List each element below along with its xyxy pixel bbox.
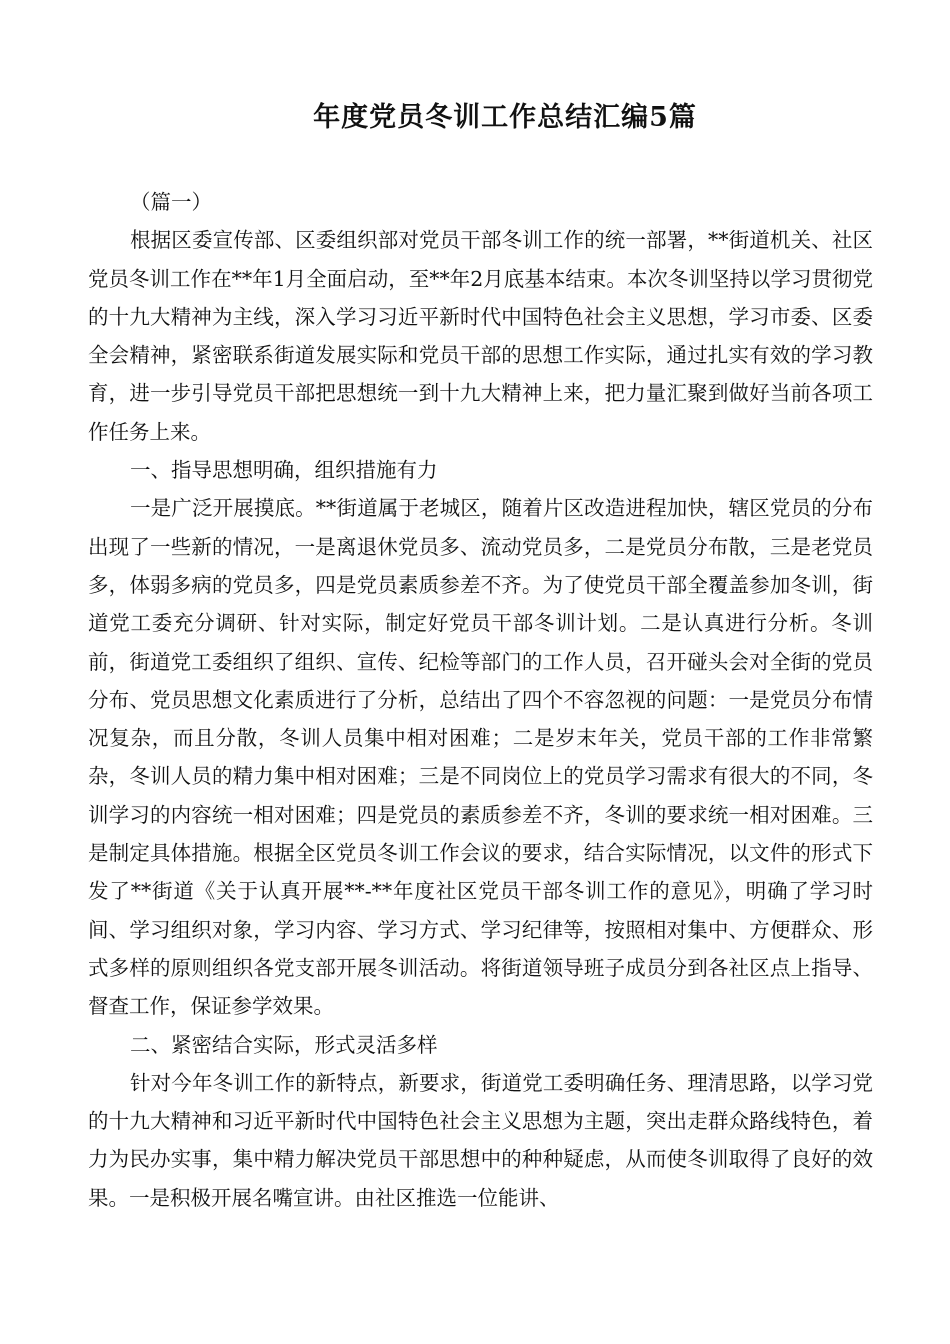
document-body <box>88 183 873 1217</box>
section-heading: 一、指导思想明确，组织措施有力 <box>130 458 438 483</box>
document-title: 年度党员冬训工作总结汇编5篇 <box>313 102 697 133</box>
section-heading: 二、紧密结合实际，形式灵活多样 <box>130 1032 438 1057</box>
body-paragraph: 根据区委宣传部、区委组织部对党员干部冬训工作的统一部署，**街道机关、社区党员冬训工作在**年1月全面启动，至**年2月底基本结束。本次冬训坚持以学习贯彻党的十九大精神为主线，深入学习习近平新时代中国特色社会主义思想，学习市委、区委全会精神，紧密联系街道发展实际和党员干部的思想工作实际，通过扎实有效的学习教育，进一步引导党员干部把思想统一到十九大精神上来，把力量汇聚到做好当前各项工作任务上来。 <box>88 228 873 444</box>
body-paragraph: 针对今年冬训工作的新特点，新要求，街道党工委明确任务、理清思路，以学习党的十九大精神和习近平新时代中国特色社会主义思想为主题，突出走群众路线特色，着力为民办实事，集中精力解决党员干部思想中的种种疑虑，从而使冬训取得了良好的效果。一是积极开展名嘴宣讲。由社区推选一位能讲、 <box>88 1070 873 1210</box>
body-paragraph: 一是广泛开展摸底。**街道属于老城区，随着片区改造进程加快，辖区党员的分布出现了一些新的情况，一是离退休党员多、流动党员多，二是党员分布散，三是老党员多，体弱多病的党员多，四是党员素质参差不齐。为了使党员干部全覆盖参加冬训，街道党工委充分调研、针对实际，制定好党员干部冬训计划。二是认真进行分析。冬训前，街道党工委组织了组织、宣传、纪检等部门的工作人员，召开碰头会对全街的党员分布、党员思想文化素质进行了分析，总结出了四个不容忽视的问题：一是党员分布情况复杂，而且分散，冬训人员集中相对困难；二是岁末年关，党员干部的工作非常繁杂，冬训人员的精力集中相对困难；三是不同岗位上的党员学习需求有很大的不同，冬训学习的内容统一相对困难；四是党员的素质参差不齐，冬训的要求统一相对困难。三是制定具体措施。根据全区党员冬训工作会议的要求，结合实际情况，以文件的形式下发了**街道《关于认真开展**-**年度社区党员干部冬训工作的意见》，明确了学习时间、学习组织对象，学习内容、学习方式、学习纪律等，按照相对集中、方便群众、形式多样的原则组织各党支部开展冬训活动。将街道领导班子成员分到各社区点上指导、督查工作，保证参学效果。 <box>88 496 873 1019</box>
section-label: （篇一） <box>130 190 213 214</box>
